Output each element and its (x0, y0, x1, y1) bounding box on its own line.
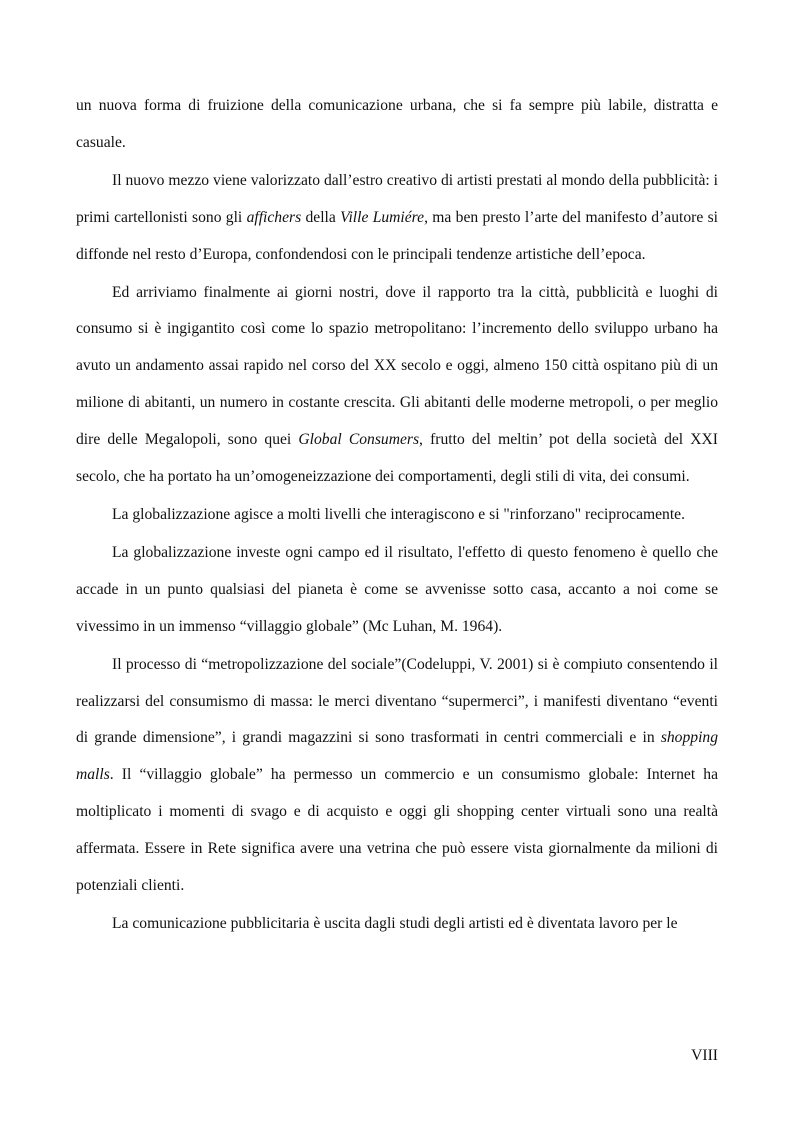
paragraph (76, 88, 718, 162)
text-segment: . Il “villaggio globale” ha permesso un commercio e un consumismo globale: Internet ha moltiplicato i momenti di svago e di acquisto e oggi gli shopping center virtuali sono una realtà affermata. Essere in Rete significa avere una vetrina che può essere vista giornalmente da milioni di potenziali clienti. (76, 766, 718, 895)
paragraph (76, 906, 718, 943)
italic-segment: Global Consumers (298, 431, 420, 449)
page-number: VIII (691, 1047, 718, 1064)
italic-segment: shopping malls (76, 729, 718, 784)
italic-segment: Ville Lumiére (340, 208, 425, 226)
text-segment: La comunicazione pubblicitaria è uscita dagli studi degli artisti ed è diventata lavoro per le (112, 914, 678, 932)
paragraph (76, 647, 718, 905)
document-body (76, 88, 718, 944)
paragraph (76, 535, 718, 646)
text-segment: un nuova forma di fruizione della comunicazione urbana, che si fa sempre più labile, distratta e casuale. (76, 97, 718, 151)
text-segment: Ed arriviamo finalmente ai giorni nostri, dove il rapporto tra la città, pubblicità e luoghi di consumo si è ingigantito così come lo spazio metropolitano: l’incremento dello sviluppo urbano ha avuto un andamento assai rapido nel corso del XX secolo e oggi, almeno 150 città ospitano più di un milione di abitanti, un numero in costante crescita. Gli abitanti delle moderne metropoli, o per meglio dire delle Megalopoli, sono quei (76, 283, 718, 449)
text-segment: La globalizzazione investe ogni campo ed il risultato, l'effetto di questo fenomeno è quello che accade in un punto qualsiasi del pianeta è come se avvenisse sotto casa, accanto a noi come se vivessimo in un immenso “villaggio globale” (Mc Luhan, M. 1964). (76, 543, 718, 635)
text-segment: Il nuovo mezzo viene valorizzato dall’estro creativo di artisti prestati al mondo della pubblicità: i primi cartellonisti sono gli (76, 171, 718, 226)
text-segment: La globalizzazione agisce a molti livelli che interagiscono e si "rinforzano" reciprocamente. (112, 505, 685, 523)
text-segment: della (301, 208, 341, 226)
italic-segment: affichers (246, 208, 302, 226)
paragraph (76, 163, 718, 274)
paragraph (76, 497, 718, 534)
paragraph (76, 275, 718, 496)
text-segment: , frutto del meltin’ pot della società del XXI secolo, che ha portato ha un’omogeneizzazione dei comportamenti, degli stili di vita, dei consumi. (76, 431, 718, 486)
text-segment: , ma ben presto l’arte del manifesto d’autore si diffonde nel resto d’Europa, confondendosi con le principali tendenze artistiche dell’epoca. (76, 208, 718, 263)
text-segment: Il processo di “metropolizzazione del sociale”(Codeluppi, V. 2001) si è compiuto consentendo il realizzarsi del consumismo di massa: le merci diventano “supermerci”, i manifesti diventano “eventi di grande dimensione”, i grandi magazzini si sono trasformati in centri commerciali e in (76, 655, 718, 747)
